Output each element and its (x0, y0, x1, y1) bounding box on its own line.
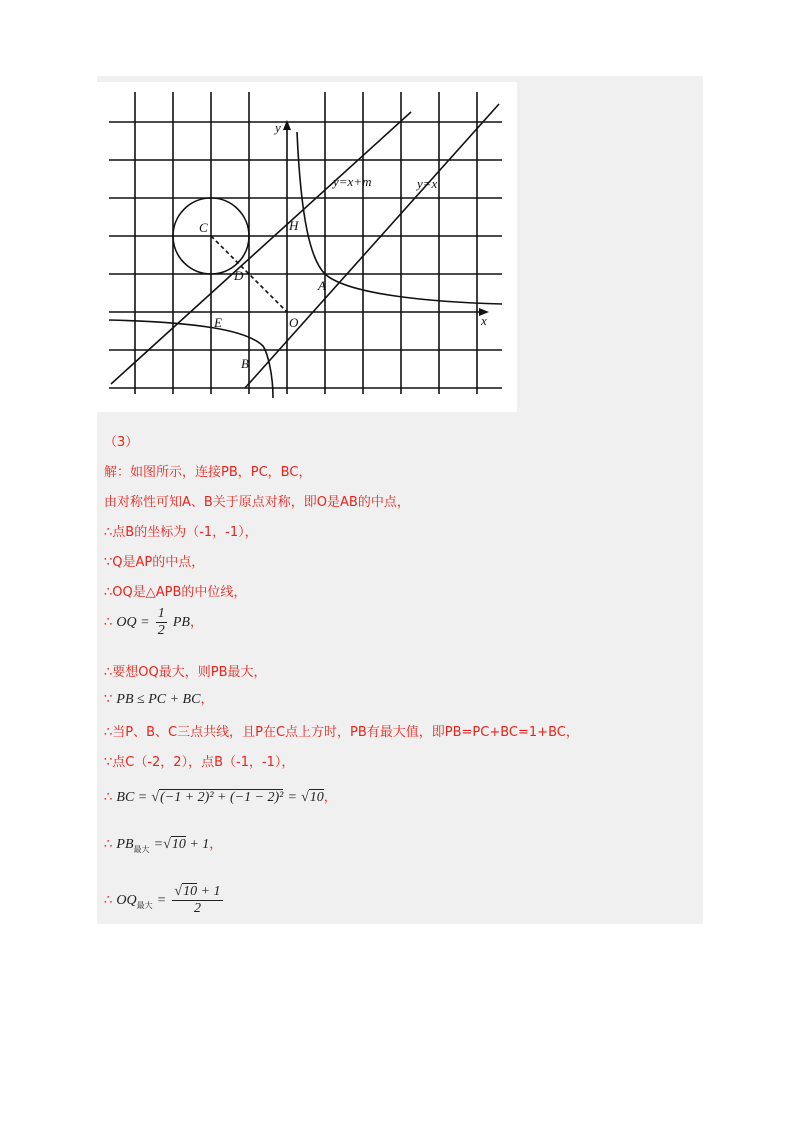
label-line2: y=x (417, 176, 438, 191)
bc-lhs: BC = (116, 790, 148, 805)
plus-one: + 1 (197, 884, 221, 899)
solution-line-7: ∴要想OQ最大，则PB最大， (104, 665, 267, 680)
oq-max-fraction (172, 884, 222, 917)
solution-line-1: 解：如图所示，连接PB，PC，BC， (104, 465, 312, 480)
label-o: O (289, 315, 299, 330)
pb-radicand: 10 (171, 837, 186, 852)
curves (109, 104, 502, 398)
comma: ， (200, 692, 214, 707)
plus-one: + 1 (185, 837, 210, 852)
fraction-numerator: 1 (157, 606, 165, 621)
solution-line-8 (104, 688, 213, 708)
fraction-denominator: 2 (193, 901, 201, 916)
equals: = (156, 893, 167, 908)
sqrt-sign: √ (301, 790, 309, 805)
comma: ， (323, 790, 337, 805)
therefore-symbol: ∴ (104, 615, 113, 630)
sqrt-sign: √ (151, 790, 160, 805)
solution-line-5: ∴OQ是△APB的中位线， (104, 585, 247, 600)
coordinate-figure (97, 82, 517, 412)
label-d: D (234, 268, 244, 283)
solution-line-9: ∴当P、B、C三点共线，且P在C点上方时，PB有最大值，即PB=PC+BC=1+BC， (104, 725, 579, 740)
triangle-inequality: PB ≤ PC + BC (116, 692, 201, 707)
equals: = (153, 837, 164, 852)
solution-line-11 (104, 786, 337, 806)
oq-lhs: OQ = (116, 615, 150, 630)
label-y: y (275, 120, 281, 135)
part-label: （3） (104, 435, 139, 450)
bc-radicand: (−1 + 2)² + (−1 − 2)² (160, 790, 284, 805)
hyperbola-branch-1 (297, 132, 502, 304)
label-c: C (199, 220, 208, 235)
pb-max (116, 837, 149, 852)
grid (109, 92, 502, 394)
pb-term: PB (172, 615, 190, 630)
label-h: H (289, 218, 299, 233)
solution-line-12 (104, 833, 222, 855)
comma: ， (209, 837, 223, 852)
bc-result: 10 (309, 790, 324, 805)
fraction-denominator: 2 (157, 623, 165, 638)
sqrt-sign: √ (174, 884, 183, 899)
therefore-symbol: ∴ (104, 837, 113, 852)
label-a: A (318, 278, 326, 293)
solution-line-4: ∵Q是AP的中点， (104, 555, 205, 570)
solution-line-3: ∴点B的坐标为（-1，-1）， (104, 525, 258, 540)
one-half-fraction (156, 606, 167, 639)
figure-labels (199, 120, 487, 371)
fraction-numerator (172, 884, 222, 901)
equals: = (287, 790, 297, 805)
solution-line-6 (104, 606, 203, 639)
label-b: B (241, 356, 249, 371)
therefore-symbol: ∴ (104, 790, 113, 805)
num-radicand: 10 (183, 884, 198, 899)
label-line1: y=x+m (333, 174, 372, 189)
oq-var: OQ (116, 893, 137, 908)
solution-line-13 (104, 884, 225, 917)
max-subscript: 最大 (133, 845, 150, 854)
comma: ， (189, 615, 203, 630)
because-symbol: ∵ (104, 692, 113, 707)
sqrt-sign: √ (163, 837, 171, 852)
label-x: x (481, 313, 487, 328)
solution-line-2: 由对称性可知A、B关于原点对称，即O是AB的中点， (104, 495, 410, 510)
pb-var: PB (116, 837, 134, 852)
therefore-symbol: ∴ (104, 893, 113, 908)
solution-line-10: ∵点C（-2，2），点B（-1，-1）， (104, 755, 295, 770)
figure-svg (97, 82, 517, 412)
max-subscript: 最大 (136, 901, 153, 910)
label-e: E (214, 315, 222, 330)
oq-max (116, 893, 152, 908)
